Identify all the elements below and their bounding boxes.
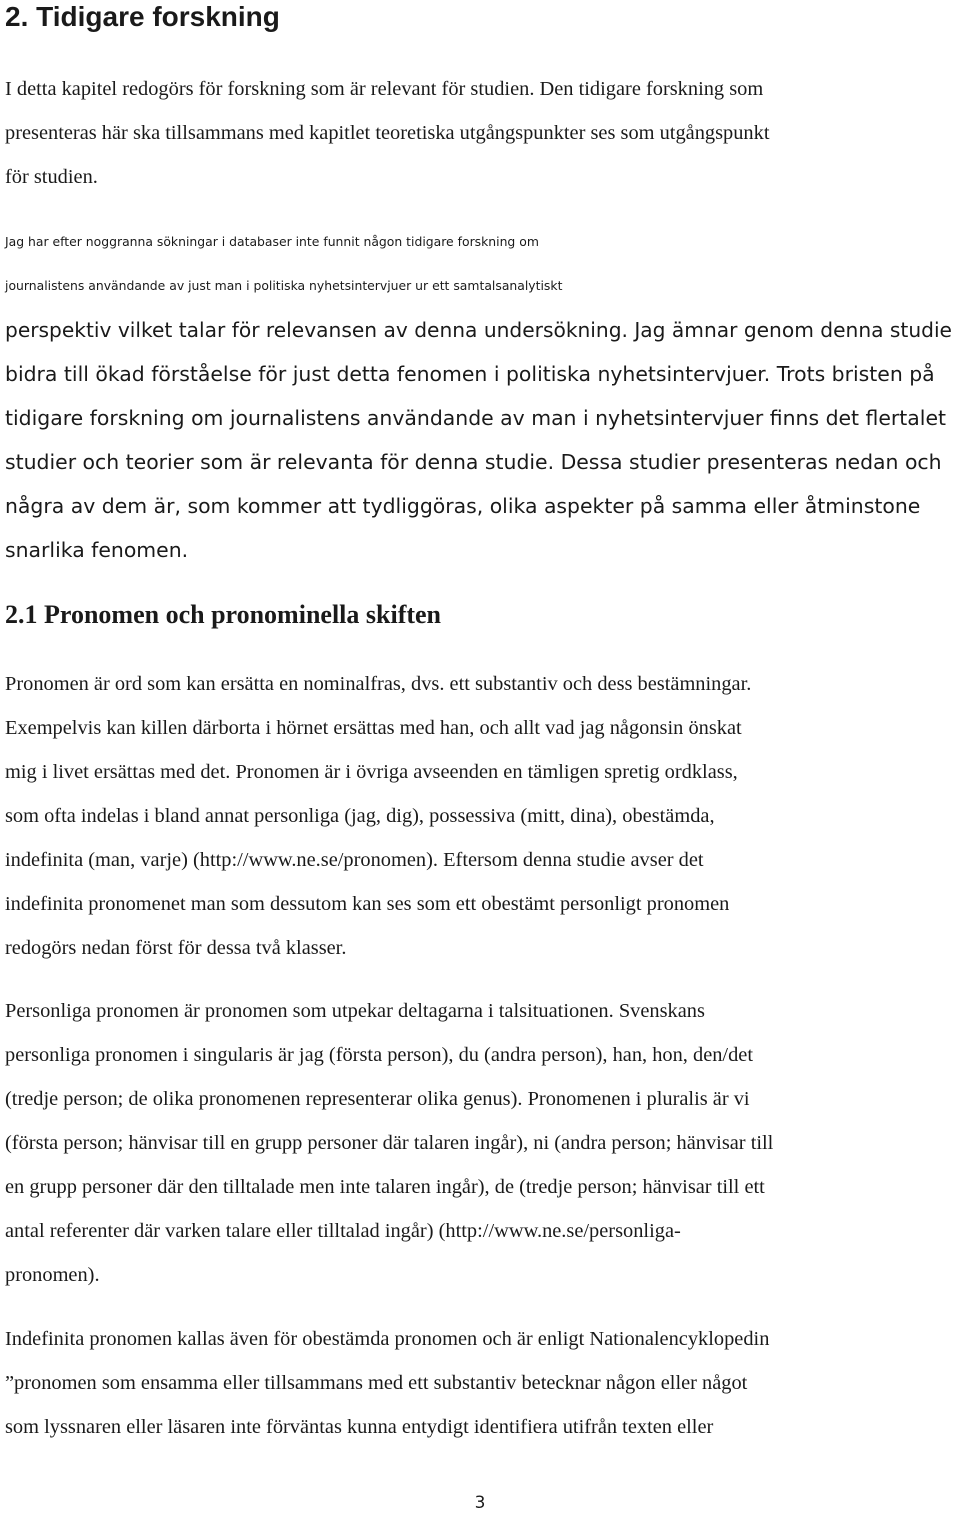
- text-line: indefinita pronomenet man som dessutom kan ses som ett obestämt personligt pronomen: [5, 893, 730, 915]
- text-line: pronomen).: [5, 1264, 100, 1286]
- text-line: Exempelvis kan killen därborta i hörnet ersättas med han, och allt vad jag någonsin önskat: [5, 717, 742, 739]
- text-line: ”pronomen som ensamma eller tillsammans med ett substantiv betecknar någon eller något: [5, 1372, 748, 1394]
- text-line: tidigare forskning om journalistens användande av man i nyhetsintervjuer finns det flertalet: [5, 406, 946, 430]
- paragraph-research-gap: [5, 220, 952, 572]
- text-line: snarlika fenomen.: [5, 538, 189, 562]
- section-heading: 2.1 Pronomen och pronominella skiften: [5, 600, 442, 629]
- text-line: studier och teorier som är relevanta för denna studie. Dessa studier presenteras nedan och: [5, 450, 942, 474]
- text-line: en grupp personer där den tilltalade men inte talaren ingår), de (tredje person; hänvisar till ett: [5, 1176, 765, 1198]
- text-line: Indefinita pronomen kallas även för obestämda pronomen och är enligt Nationalencyklopedin: [5, 1328, 770, 1350]
- paragraph-intro: [5, 67, 769, 199]
- text-line: journalistens användande av just man i politiska nyhetsintervjuer ur ett samtalsanalytiskt: [5, 278, 563, 293]
- text-line: Pronomen är ord som kan ersätta en nominalfras, dvs. ett substantiv och dess bestämningar.: [5, 673, 752, 695]
- text-line: mig i livet ersättas med det. Pronomen är i övriga avseenden en tämligen spretig ordklass,: [5, 761, 738, 783]
- text-line: indefinita (man, varje) (http://www.ne.se/pronomen). Eftersom denna studie avser det: [5, 849, 704, 871]
- text-line: Personliga pronomen är pronomen som utpekar deltagarna i talsituationen. Svenskans: [5, 1000, 705, 1022]
- text-line: som lyssnaren eller läsaren inte förväntas kunna entydigt identifiera utifrån texten eller: [5, 1416, 714, 1438]
- text-line: I detta kapitel redogörs för forskning som är relevant för studien. Den tidigare forskning som: [5, 78, 764, 100]
- text-line: personliga pronomen i singularis är jag (första person), du (andra person), han, hon, den/det: [5, 1044, 754, 1066]
- page-number: 3: [474, 1493, 486, 1513]
- paragraph-personliga-pronomen: [5, 989, 773, 1297]
- text-line: för studien.: [5, 166, 98, 188]
- chapter-heading: 2. Tidigare forskning: [5, 1, 280, 32]
- text-line: presenteras här ska tillsammans med kapitlet teoretiska utgångspunkter ses som utgångspunkt: [5, 122, 770, 144]
- text-line: antal referenter där varken talare eller tilltalad ingår) (http://www.ne.se/personliga-: [5, 1220, 681, 1242]
- paragraph-indefinita-pronomen: [5, 1317, 769, 1449]
- text-line: några av dem är, som kommer att tydliggöras, olika aspekter på samma eller åtminstone: [5, 494, 921, 518]
- text-line: (första person; hänvisar till en grupp personer där talaren ingår), ni (andra person; hänvisar till: [5, 1132, 774, 1154]
- text-line: (tredje person; de olika pronomenen representerar olika genus). Pronomenen i pluralis är vi: [5, 1088, 750, 1110]
- text-line: Jag har efter noggranna sökningar i databaser inte funnit någon tidigare forskning om: [5, 234, 539, 249]
- text-line: bidra till ökad förståelse för just detta fenomen i politiska nyhetsintervjuer. Trots bristen på: [5, 362, 935, 386]
- text-line: perspektiv vilket talar för relevansen av denna undersökning. Jag ämnar genom denna studie: [5, 318, 952, 342]
- text-line: som ofta indelas i bland annat personliga (jag, dig), possessiva (mitt, dina), obestämda,: [5, 805, 715, 827]
- text-line: redogörs nedan först för dessa två klasser.: [5, 937, 347, 959]
- paragraph-pronomen: [5, 662, 751, 970]
